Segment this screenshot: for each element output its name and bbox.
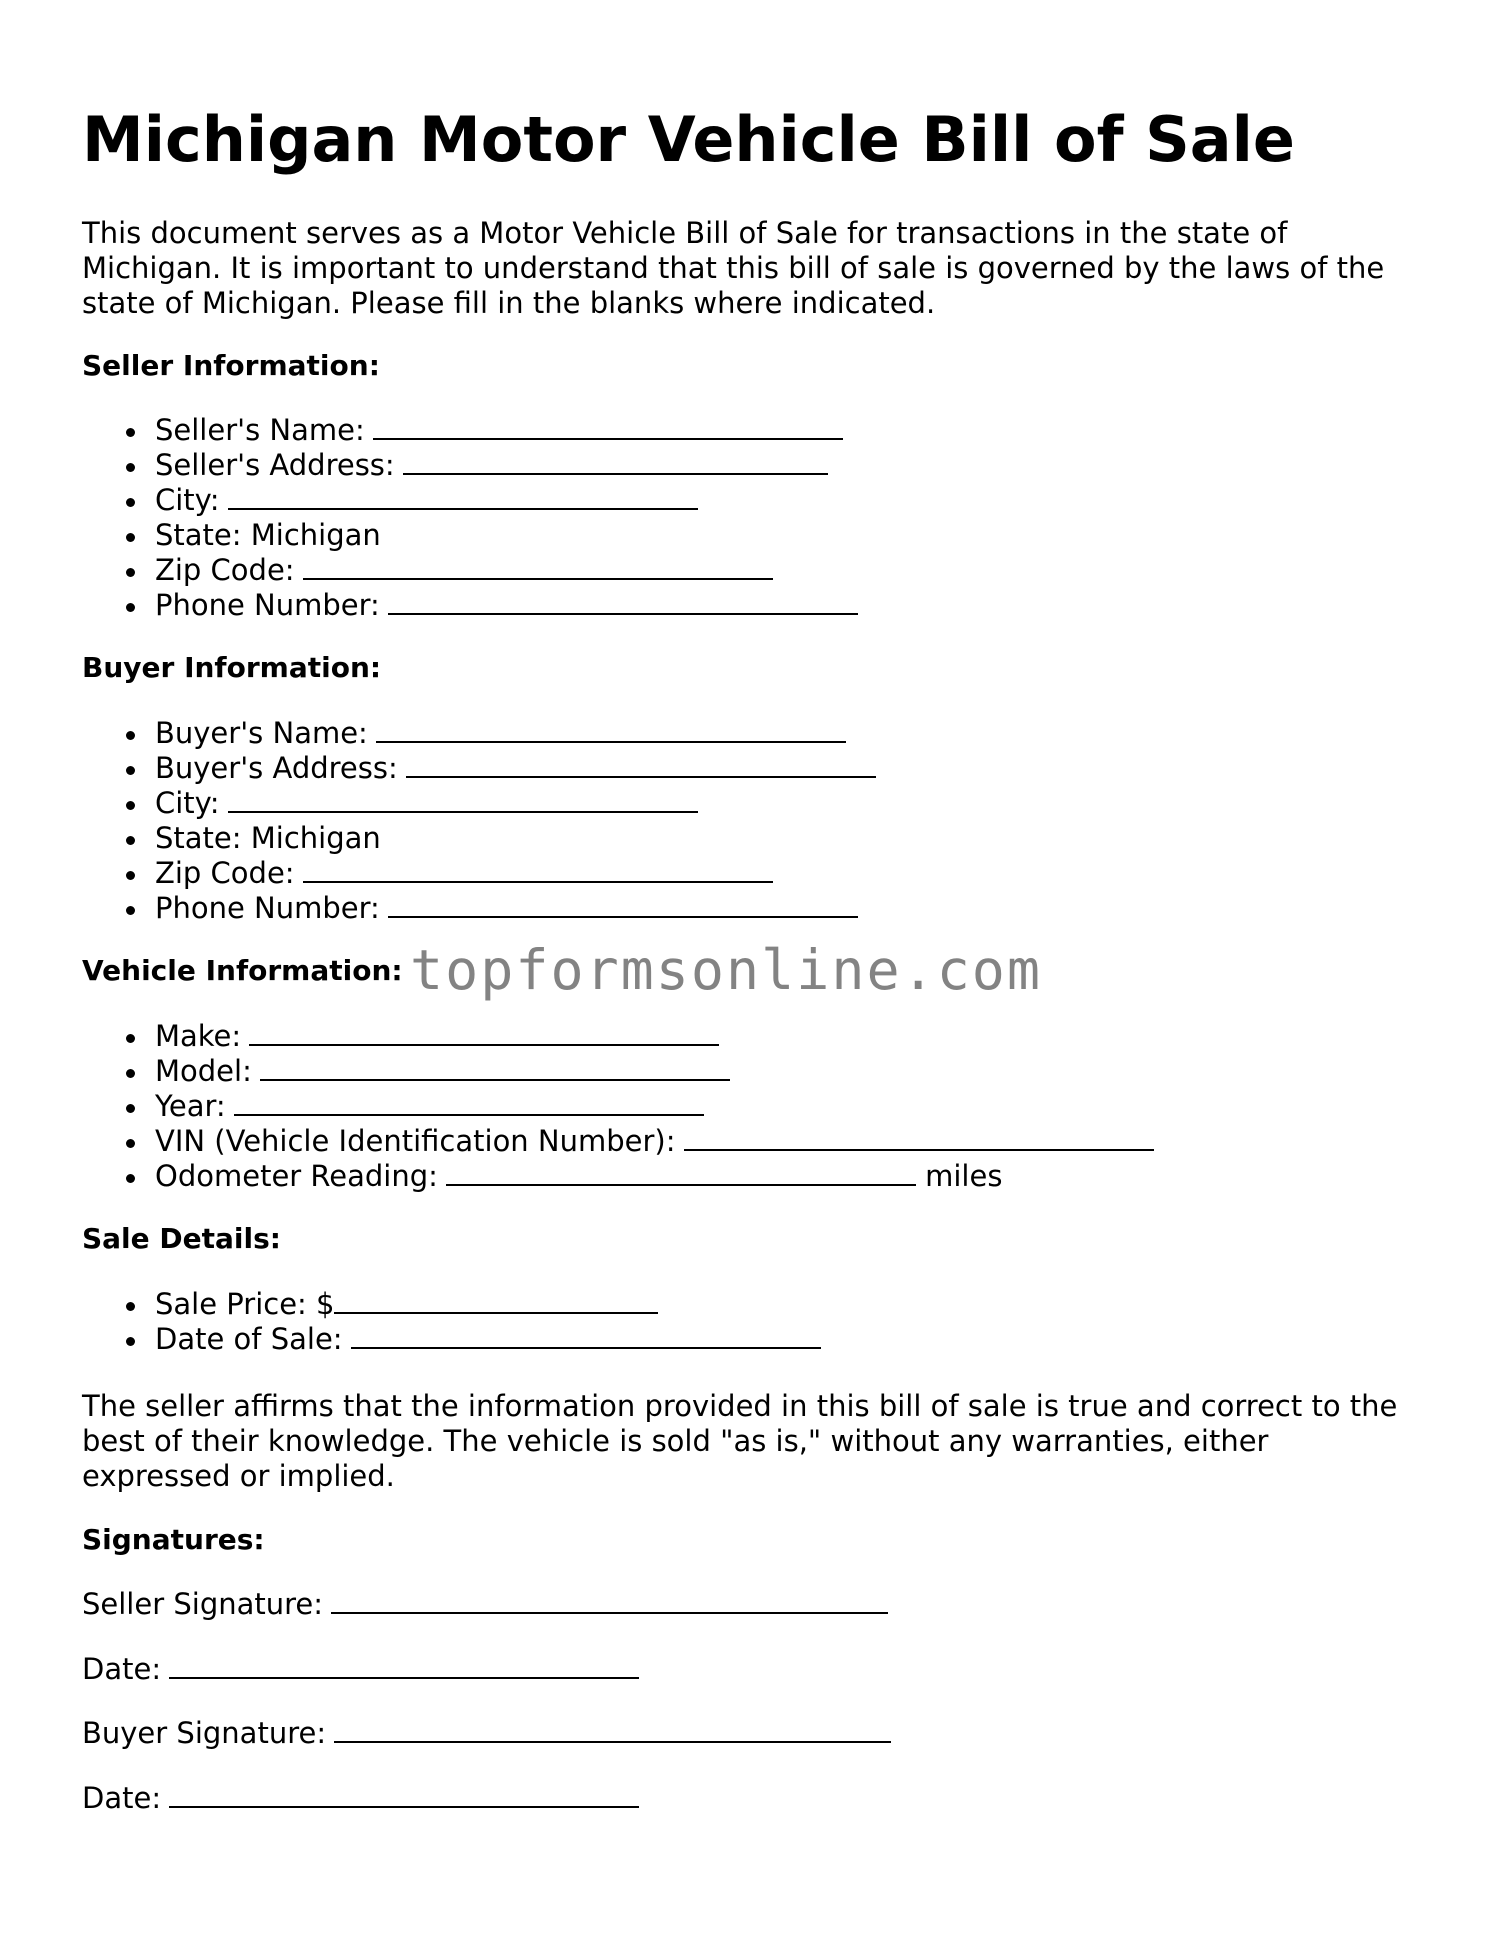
vehicle-year-field[interactable]: Year: bbox=[82, 1089, 1154, 1124]
vehicle-make-field[interactable]: Make: bbox=[82, 1019, 1154, 1054]
vehicle-model-field[interactable]: Model: bbox=[82, 1054, 1154, 1089]
seller-name-field[interactable]: Seller's Name: bbox=[82, 413, 858, 448]
buyer-date-blank[interactable] bbox=[169, 1782, 639, 1808]
sale-heading: Sale Details: bbox=[82, 1222, 281, 1255]
seller-name-blank[interactable] bbox=[373, 414, 843, 440]
seller-signature-field[interactable]: Seller Signature: bbox=[82, 1587, 888, 1622]
signatures-heading: Signatures: bbox=[82, 1523, 265, 1556]
buyer-state-field: State: Michigan bbox=[82, 821, 876, 856]
sale-price-blank[interactable] bbox=[334, 1288, 658, 1314]
buyer-signature-field[interactable]: Buyer Signature: bbox=[82, 1716, 891, 1751]
vehicle-model-blank[interactable] bbox=[260, 1055, 730, 1081]
seller-address-blank[interactable] bbox=[403, 449, 828, 475]
seller-phone-field[interactable]: Phone Number: bbox=[82, 588, 858, 623]
seller-heading: Seller Information: bbox=[82, 349, 380, 382]
buyer-phone-blank[interactable] bbox=[388, 892, 858, 918]
buyer-date-field[interactable]: Date: bbox=[82, 1781, 639, 1816]
buyer-zip-blank[interactable] bbox=[303, 857, 773, 883]
seller-city-blank[interactable] bbox=[228, 484, 698, 510]
seller-date-blank[interactable] bbox=[169, 1653, 639, 1679]
seller-date-field[interactable]: Date: bbox=[82, 1652, 639, 1687]
sale-date-blank[interactable] bbox=[351, 1323, 821, 1349]
seller-state-field: State: Michigan bbox=[82, 518, 858, 553]
seller-signature-blank[interactable] bbox=[331, 1588, 888, 1614]
seller-zip-blank[interactable] bbox=[303, 554, 773, 580]
buyer-address-blank[interactable] bbox=[406, 752, 876, 778]
vehicle-make-blank[interactable] bbox=[249, 1020, 719, 1046]
vehicle-vin-blank[interactable] bbox=[684, 1125, 1154, 1151]
seller-address-field[interactable]: Seller's Address: bbox=[82, 448, 858, 483]
vehicle-odometer-field[interactable]: Odometer Reading: miles bbox=[82, 1159, 1154, 1194]
sale-price-field[interactable]: Sale Price: $ bbox=[82, 1287, 821, 1322]
vehicle-heading: Vehicle Information: bbox=[82, 954, 403, 987]
vehicle-year-blank[interactable] bbox=[234, 1090, 704, 1116]
seller-fields bbox=[82, 413, 858, 623]
buyer-heading: Buyer Information: bbox=[82, 651, 382, 684]
vehicle-fields bbox=[82, 1019, 1154, 1194]
watermark-text: topformsonline.com bbox=[410, 938, 1043, 1002]
buyer-address-field[interactable]: Buyer's Address: bbox=[82, 751, 876, 786]
buyer-name-field[interactable]: Buyer's Name: bbox=[82, 716, 876, 751]
sale-fields bbox=[82, 1287, 821, 1357]
seller-city-field[interactable]: City: bbox=[82, 483, 858, 518]
buyer-signature-blank[interactable] bbox=[334, 1717, 891, 1743]
buyer-name-blank[interactable] bbox=[376, 717, 846, 743]
seller-zip-field[interactable]: Zip Code: bbox=[82, 553, 858, 588]
sale-date-field[interactable]: Date of Sale: bbox=[82, 1322, 821, 1357]
buyer-fields bbox=[82, 716, 876, 926]
odometer-unit: miles bbox=[925, 1159, 1003, 1193]
buyer-city-field[interactable]: City: bbox=[82, 786, 876, 821]
buyer-phone-field[interactable]: Phone Number: bbox=[82, 891, 876, 926]
buyer-zip-field[interactable]: Zip Code: bbox=[82, 856, 876, 891]
vehicle-odometer-blank[interactable] bbox=[446, 1160, 916, 1186]
buyer-city-blank[interactable] bbox=[228, 787, 698, 813]
page-title: Michigan Motor Vehicle Bill of Sale bbox=[82, 103, 1295, 176]
seller-phone-blank[interactable] bbox=[388, 589, 858, 615]
vehicle-vin-field[interactable]: VIN (Vehicle Identification Number): bbox=[82, 1124, 1154, 1159]
intro-paragraph: This document serves as a Motor Vehicle Bill of Sale for transactions in the state of Michigan. It is important to understand that this bill of sale is governed by the laws of the state of Michigan. Please fill in the blanks where indicated. bbox=[82, 216, 1385, 320]
affirmation-paragraph: The seller affirms that the information provided in this bill of sale is true and correct to the best of their knowledge. The vehicle is sold "as is," without any warranties, either expressed or implied. bbox=[82, 1389, 1398, 1493]
